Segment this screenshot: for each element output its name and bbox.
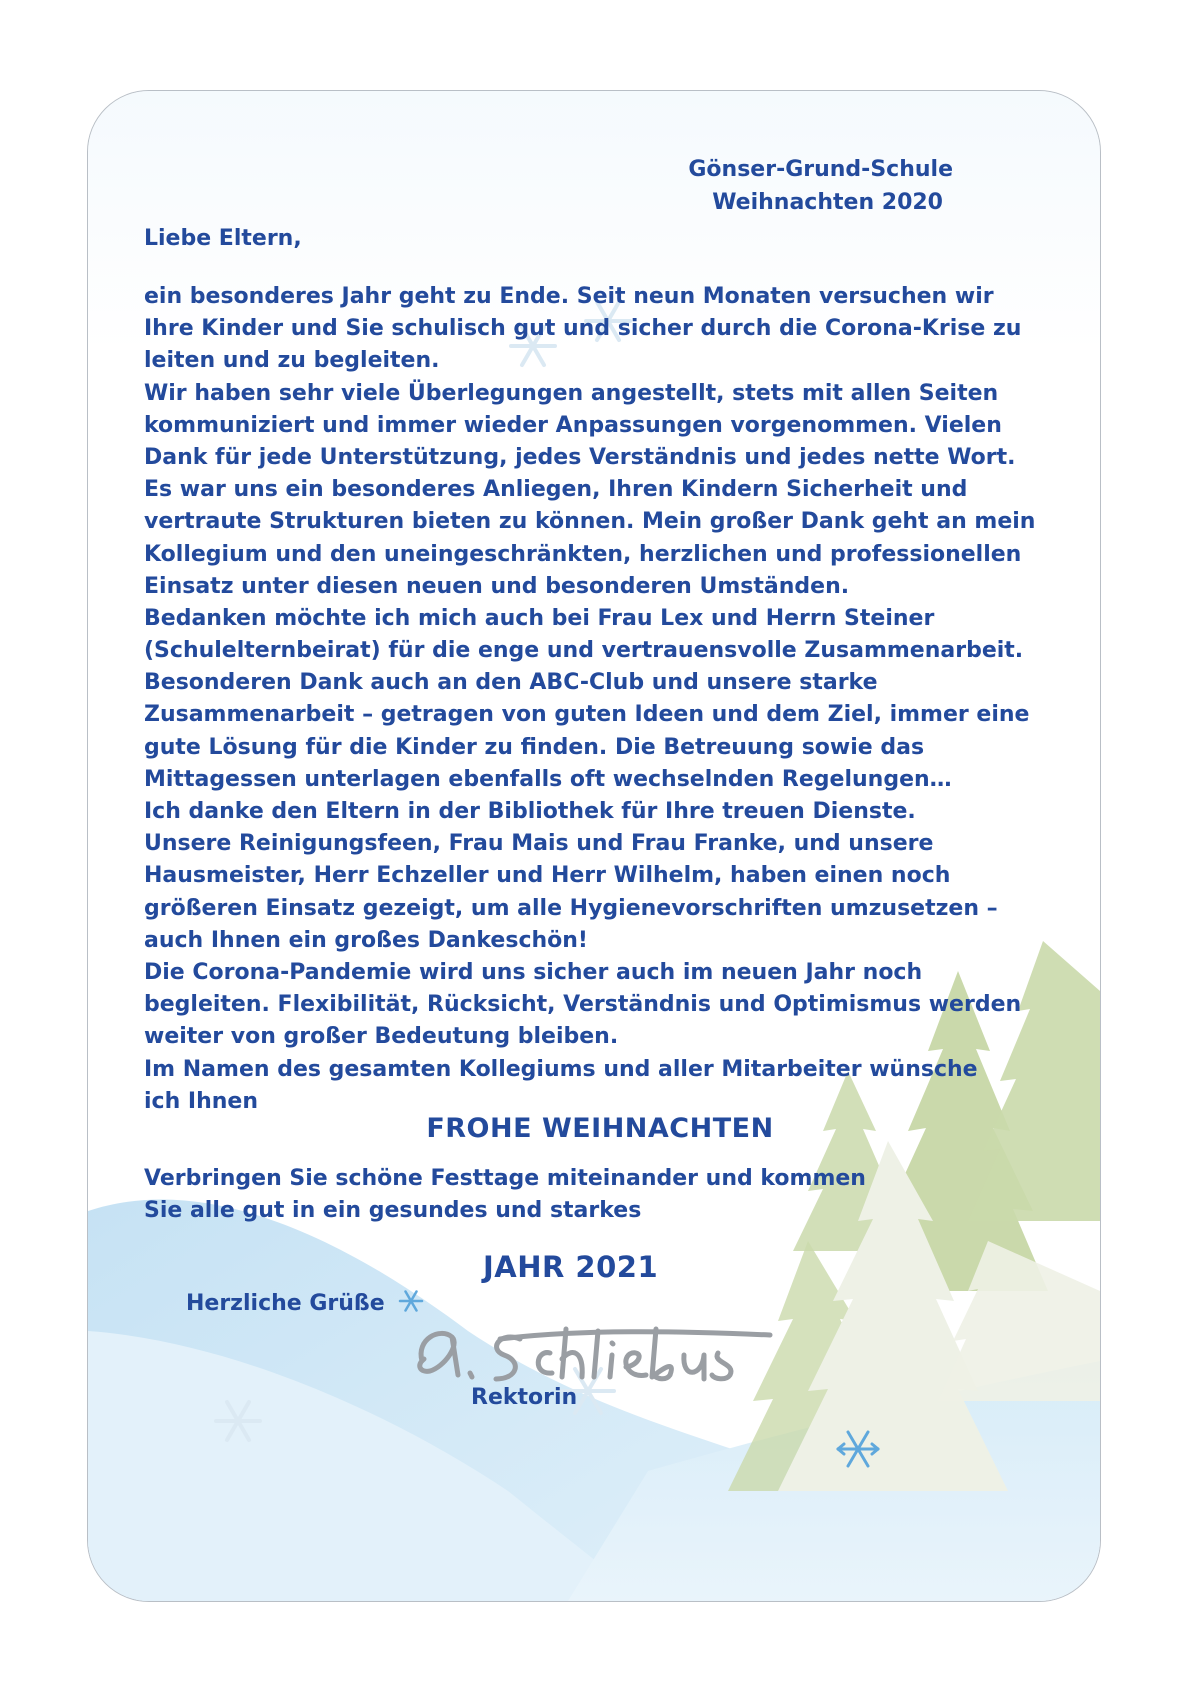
body-line: Unsere Reinigungsfeen, Frau Mais und Frau Franke, und unsere	[144, 831, 934, 857]
body-line: Einsatz unter diesen neuen und besonderen Umständen.	[144, 573, 850, 599]
salutation: Liebe Eltern,	[144, 226, 302, 251]
body-line: Mittagessen unterlagen ebenfalls oft wechselnden Regelungen…	[144, 766, 952, 792]
body-line: gute Lösung für die Kinder zu finden. Die Betreuung sowie das	[144, 734, 925, 760]
body-line: Hausmeister, Herr Echzeller und Herr Wilhelm, haben einen noch	[144, 863, 951, 889]
christmas-heading: FROHE WEIHNACHTEN	[426, 1113, 774, 1144]
letter-date: Weihnachten 2020	[712, 190, 943, 215]
body-line: ich Ihnen	[144, 1088, 258, 1114]
body-line: vertraute Strukturen bieten zu können. Mein großer Dank geht an mein	[144, 509, 1036, 535]
body-line: Zusammenarbeit – getragen von guten Ideen und dem Ziel, immer eine	[144, 702, 1030, 728]
body-line: Im Namen des gesamten Kollegiums und aller Mitarbeiter wünsche	[144, 1056, 978, 1082]
body-line: Ihre Kinder und Sie schulisch gut und sicher durch die Corona-Krise zu	[144, 316, 1022, 342]
school-name: Gönser-Grund-Schule	[688, 157, 953, 182]
body-line: ein besonderes Jahr geht zu Ende. Seit neun Monaten versuchen wir	[144, 284, 994, 309]
closing-line: Verbringen Sie schöne Festtage miteinander und kommen	[144, 1166, 866, 1191]
body-line: (Schulelternbeirat) für die enge und vertrauensvolle Zusammenarbeit.	[144, 638, 1024, 664]
handwritten-signature	[400, 1309, 780, 1399]
closing-line: Sie alle gut in ein gesundes und starkes	[144, 1198, 642, 1224]
regards: Herzliche Grüße	[186, 1291, 385, 1316]
closing-text	[144, 1163, 866, 1227]
body-line: Besonderen Dank auch an den ABC-Club und unsere starke	[144, 670, 878, 696]
christmas-letter-card	[87, 90, 1101, 1602]
body-line: Dank für jede Unterstützung, jedes Verständnis und jedes nette Wort.	[144, 444, 1016, 470]
body-line: Kollegium und den uneingeschränkten, herzlichen und professionellen	[144, 541, 1022, 567]
body-line: Bedanken möchte ich mich auch bei Frau Lex und Herrn Steiner	[144, 605, 935, 631]
body-line: größeren Einsatz gezeigt, um alle Hygienevorschriften umzusetzen –	[144, 895, 998, 921]
body-line: Es war uns ein besonderes Anliegen, Ihren Kindern Sicherheit und	[144, 477, 968, 503]
body-line: weiter von großer Bedeutung bleiben.	[144, 1024, 619, 1050]
year-heading: JAHR 2021	[483, 1250, 659, 1284]
signatory-role: Rektorin	[471, 1385, 578, 1410]
body-line: leiten und zu begleiten.	[144, 348, 440, 374]
body-line: auch Ihnen ein großes Dankeschön!	[144, 927, 588, 953]
body-line: Wir haben sehr viele Überlegungen angestellt, stets mit allen Seiten	[144, 380, 999, 406]
body-line: begleiten. Flexibilität, Rücksicht, Verständnis und Optimismus werden	[144, 992, 1022, 1018]
body-line: Ich danke den Eltern in der Bibliothek für Ihre treuen Dienste.	[144, 799, 916, 824]
body-line: Die Corona-Pandemie wird uns sicher auch im neuen Jahr noch	[144, 959, 923, 985]
letter-header	[688, 153, 953, 219]
body-line: kommuniziert und immer wieder Anpassungen vorgenommen. Vielen	[144, 412, 1002, 438]
letter-body	[144, 281, 1035, 1118]
